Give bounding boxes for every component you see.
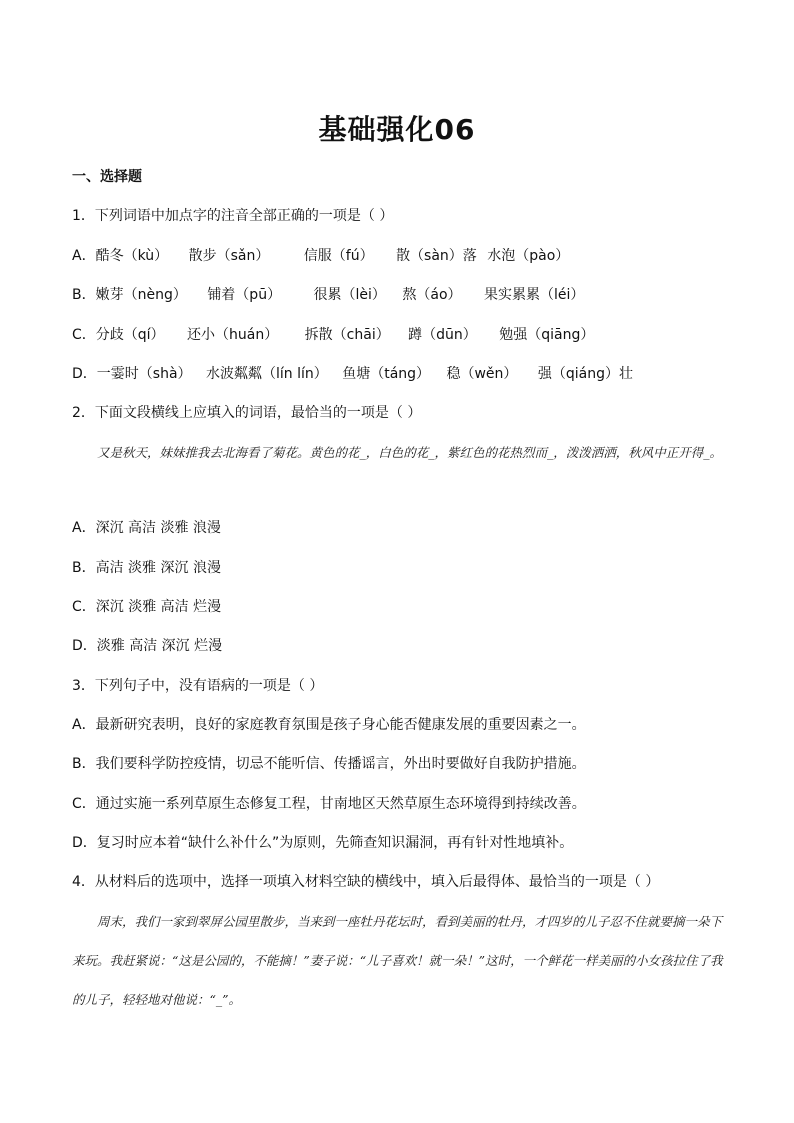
option-word: 散步（sǎn） xyxy=(188,248,270,264)
question-1-option-c xyxy=(72,325,594,345)
question-2-option-a: A．深沉 高洁 淡雅 浪漫 xyxy=(72,520,221,536)
question-3-option-a: A．最新研究表明，良好的家庭教育氛围是孩子身心能否健康发展的重要因素之一。 xyxy=(72,717,586,733)
question-2-stem: 2．下面文段横线上应填入的词语，最恰当的一项是（ ） xyxy=(72,405,422,421)
option-word: 蹲（dūn） xyxy=(408,327,477,343)
option-word: 信服（fú） xyxy=(303,248,374,264)
option-word: C．分歧（qí） xyxy=(72,327,165,343)
option-word: 铺着（pū） xyxy=(207,287,282,303)
option-word: 水波粼粼（lín lín） xyxy=(205,366,328,382)
question-1-stem: 1．下列词语中加点字的注音全部正确的一项是（ ） xyxy=(72,208,394,224)
question-3-option-c: C．通过实施一系列草原生态修复工程，甘南地区天然草原生态环境得到持续改善。 xyxy=(72,796,586,812)
question-2-option-d: D．淡雅 高洁 深沉 烂漫 xyxy=(72,638,223,654)
option-word: 勉强（qiāng） xyxy=(499,327,595,343)
option-word: 还小（huán） xyxy=(187,327,279,343)
question-3-option-d: D．复习时应本着“缺什么补什么”为原则，先筛查知识漏洞，再有针对性地填补。 xyxy=(72,835,574,851)
option-word: 水泡（pào） xyxy=(487,248,570,264)
question-2-option-b: B．高洁 淡雅 深沉 浪漫 xyxy=(72,560,221,576)
option-word: 很累（lèi） xyxy=(313,287,386,303)
option-word: 强（qiáng）壮 xyxy=(537,366,633,382)
question-2-option-c: C．深沉 淡雅 高洁 烂漫 xyxy=(72,599,222,615)
option-word: 果实累累（léi） xyxy=(484,287,585,303)
question-3-stem: 3．下列句子中，没有语病的一项是（ ） xyxy=(72,678,324,694)
option-word: 拆散（chāi） xyxy=(304,327,390,343)
section-heading: 一、选择题 xyxy=(72,169,142,185)
option-word: 稳（wěn） xyxy=(446,366,518,382)
page-title: 基础强化06 xyxy=(318,113,476,146)
option-word: 散（sàn）落 xyxy=(396,248,477,264)
option-word: 鱼塘（táng） xyxy=(342,366,431,382)
option-word: D．一霎时（shà） xyxy=(72,366,192,382)
question-1-option-b xyxy=(72,285,584,305)
option-word: A．酷冬（kù） xyxy=(72,248,169,264)
option-word: 熬（áo） xyxy=(402,287,462,303)
question-4-stem: 4．从材料后的选项中，选择一项填入材料空缺的横线中，填入后最得体、最恰当的一项是（ ） xyxy=(72,874,660,890)
question-3-option-b: B．我们要科学防控疫情，切忌不能听信、传播谣言，外出时要做好自我防护措施。 xyxy=(72,756,586,772)
question-1-option-d xyxy=(72,364,633,384)
question-1-option-a xyxy=(72,246,569,266)
question-2-passage: 又是秋天，妹妹推我去北海看了菊花。黄色的花_，白色的花_，紫红色的花热烈而_，泼泼洒洒，秋风中正开得_。 xyxy=(97,445,723,460)
option-word: B．嫩芽（nèng） xyxy=(72,287,187,303)
question-4-passage: 周末，我们一家到翠屏公园里散步，当来到一座牡丹花坛时，看到美丽的牡丹，才四岁的儿子忍不住就要摘一朵下来玩。我赶紧说：“这是公园的，不能摘！”妻子说：“儿子喜欢！就一朵！”这时，一个鲜花一样美丽的小女孩拉住了我的儿子，轻轻地对他说：“_”。 xyxy=(72,914,723,1007)
